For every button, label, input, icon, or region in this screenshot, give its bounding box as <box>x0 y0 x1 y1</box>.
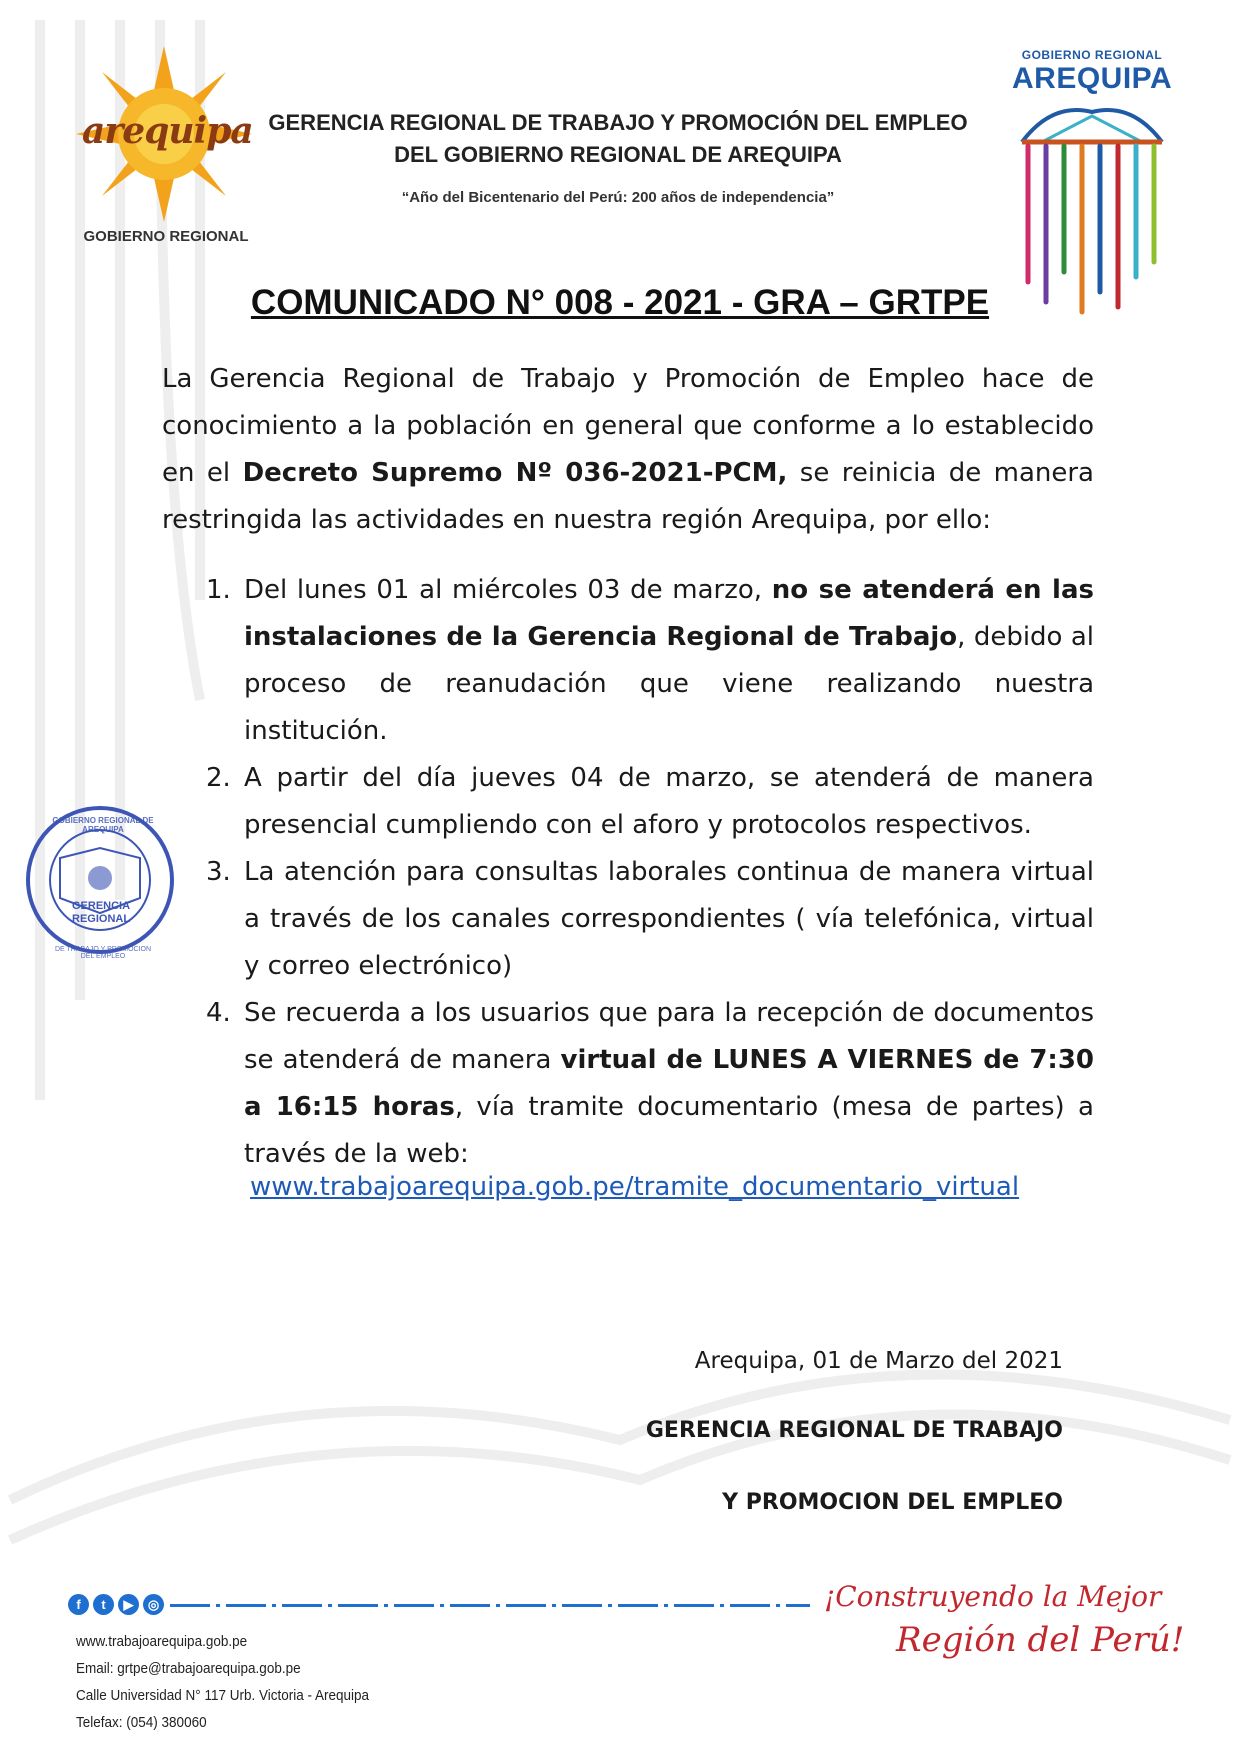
slogan-line1: ¡Construyendo la Mejor <box>824 1580 1162 1613</box>
seal-outer-text: GOBIERNO REGIONAL DE AREQUIPA <box>52 816 154 834</box>
intro-decree: Decreto Supremo Nº 036-2021-PCM, <box>242 458 788 488</box>
right-logo-line2: AREQUIPA <box>1012 62 1173 95</box>
footer-address: Calle Universidad N° 117 Urb. Victoria - Arequipa <box>76 1687 370 1704</box>
header-motto: “Año del Bicentenario del Perú: 200 años de independencia” <box>401 189 835 206</box>
logo-wordmark: arequipa <box>82 110 253 152</box>
list-item <box>162 990 1094 1178</box>
list-item-bold: no se atenderá en las instalaciones de la Gerencia Regional de Trabajo <box>244 575 1094 652</box>
seal-center-line2: REGIONAL <box>72 913 131 925</box>
list-item-number: 1. <box>206 575 231 605</box>
social-icons <box>68 1594 164 1615</box>
footer-website[interactable]: www.trabajoarequipa.gob.pe <box>76 1633 248 1650</box>
list-item-number: 4. <box>206 998 231 1028</box>
list-item-text: , debido al proceso de reanudación que viene realizando nuestra institución. <box>244 622 1094 746</box>
seal-inner-text: DE TRABAJO Y PROMOCION DEL EMPLEO <box>54 946 152 960</box>
header-title-line2: DEL GOBIERNO REGIONAL DE AREQUIPA <box>394 142 842 167</box>
list-item <box>162 755 1094 849</box>
logo-caption: GOBIERNO REGIONAL <box>83 228 249 245</box>
list-item-text: , vía tramite documentario (mesa de partes) a través de la web: <box>244 1092 1094 1169</box>
list-item-text: A partir del día jueves 04 de marzo, se atenderá de manera presencial cumpliendo con el aforo y protocolos respectivos. <box>244 763 1094 840</box>
measures-list <box>162 567 1094 1178</box>
list-item-bold: virtual de LUNES A VIERNES de 7:30 a 16:15 horas <box>244 1045 1094 1122</box>
seal-center-text <box>72 900 130 926</box>
list-item-number: 2. <box>206 763 231 793</box>
intro-text-b: se reinicia de manera restringida las actividades en nuestra región Arequipa, por ello: <box>162 458 1094 535</box>
signature-line1: GERENCIA REGIONAL DE TRABAJO <box>645 1418 1063 1443</box>
footer-email[interactable]: Email: grtpe@trabajoarequipa.gob.pe <box>76 1660 301 1677</box>
official-seal <box>20 798 180 968</box>
list-item-text: La atención para consultas laborales continua de manera virtual a través de los canales correspondientes ( vía telefónica, virtual y correo electrónico) <box>244 857 1094 981</box>
document-title: COMUNICADO N° 008 - 2021 - GRA – GRTPE <box>250 283 990 322</box>
instagram-icon[interactable]: ◎ <box>143 1594 164 1615</box>
list-item-text: Del lunes 01 al miércoles 03 de marzo, <box>244 575 772 605</box>
seal-center-line1: GERENCIA <box>72 900 131 912</box>
facebook-icon[interactable]: f <box>68 1594 89 1615</box>
twitter-icon[interactable]: t <box>93 1594 114 1615</box>
footer-phone: Telefax: (054) 380060 <box>76 1714 207 1731</box>
right-logo-line1: GOBIERNO REGIONAL <box>1021 48 1163 62</box>
document-date: Arequipa, 01 de Marzo del 2021 <box>694 1348 1063 1374</box>
list-item-text: Se recuerda a los usuarios que para la recepción de documentos se atenderá de manera <box>244 998 1094 1075</box>
signature-line2: Y PROMOCION DEL EMPLEO <box>722 1490 1063 1515</box>
slogan-line2: Región del Perú! <box>896 1620 1185 1660</box>
list-item <box>162 567 1094 755</box>
footer-contact <box>76 1628 369 1736</box>
footer-divider <box>170 1604 810 1607</box>
youtube-icon[interactable]: ▶ <box>118 1594 139 1615</box>
intro-paragraph <box>162 356 1094 544</box>
arequipa-sun-logo <box>74 44 254 254</box>
header-title <box>248 107 988 171</box>
header-title-line1: GERENCIA REGIONAL DE TRABAJO Y PROMOCIÓN DEL EMPLEO <box>268 110 968 135</box>
list-item-number: 3. <box>206 857 231 887</box>
intro-text-a: La Gerencia Regional de Trabajo y Promoción de Empleo hace de conocimiento a la población en general que conforme a lo establecido en el <box>162 364 1094 488</box>
list-item <box>162 849 1094 990</box>
tramite-virtual-link[interactable]: www.trabajoarequipa.gob.pe/tramite_documentario_virtual <box>250 1172 1020 1202</box>
